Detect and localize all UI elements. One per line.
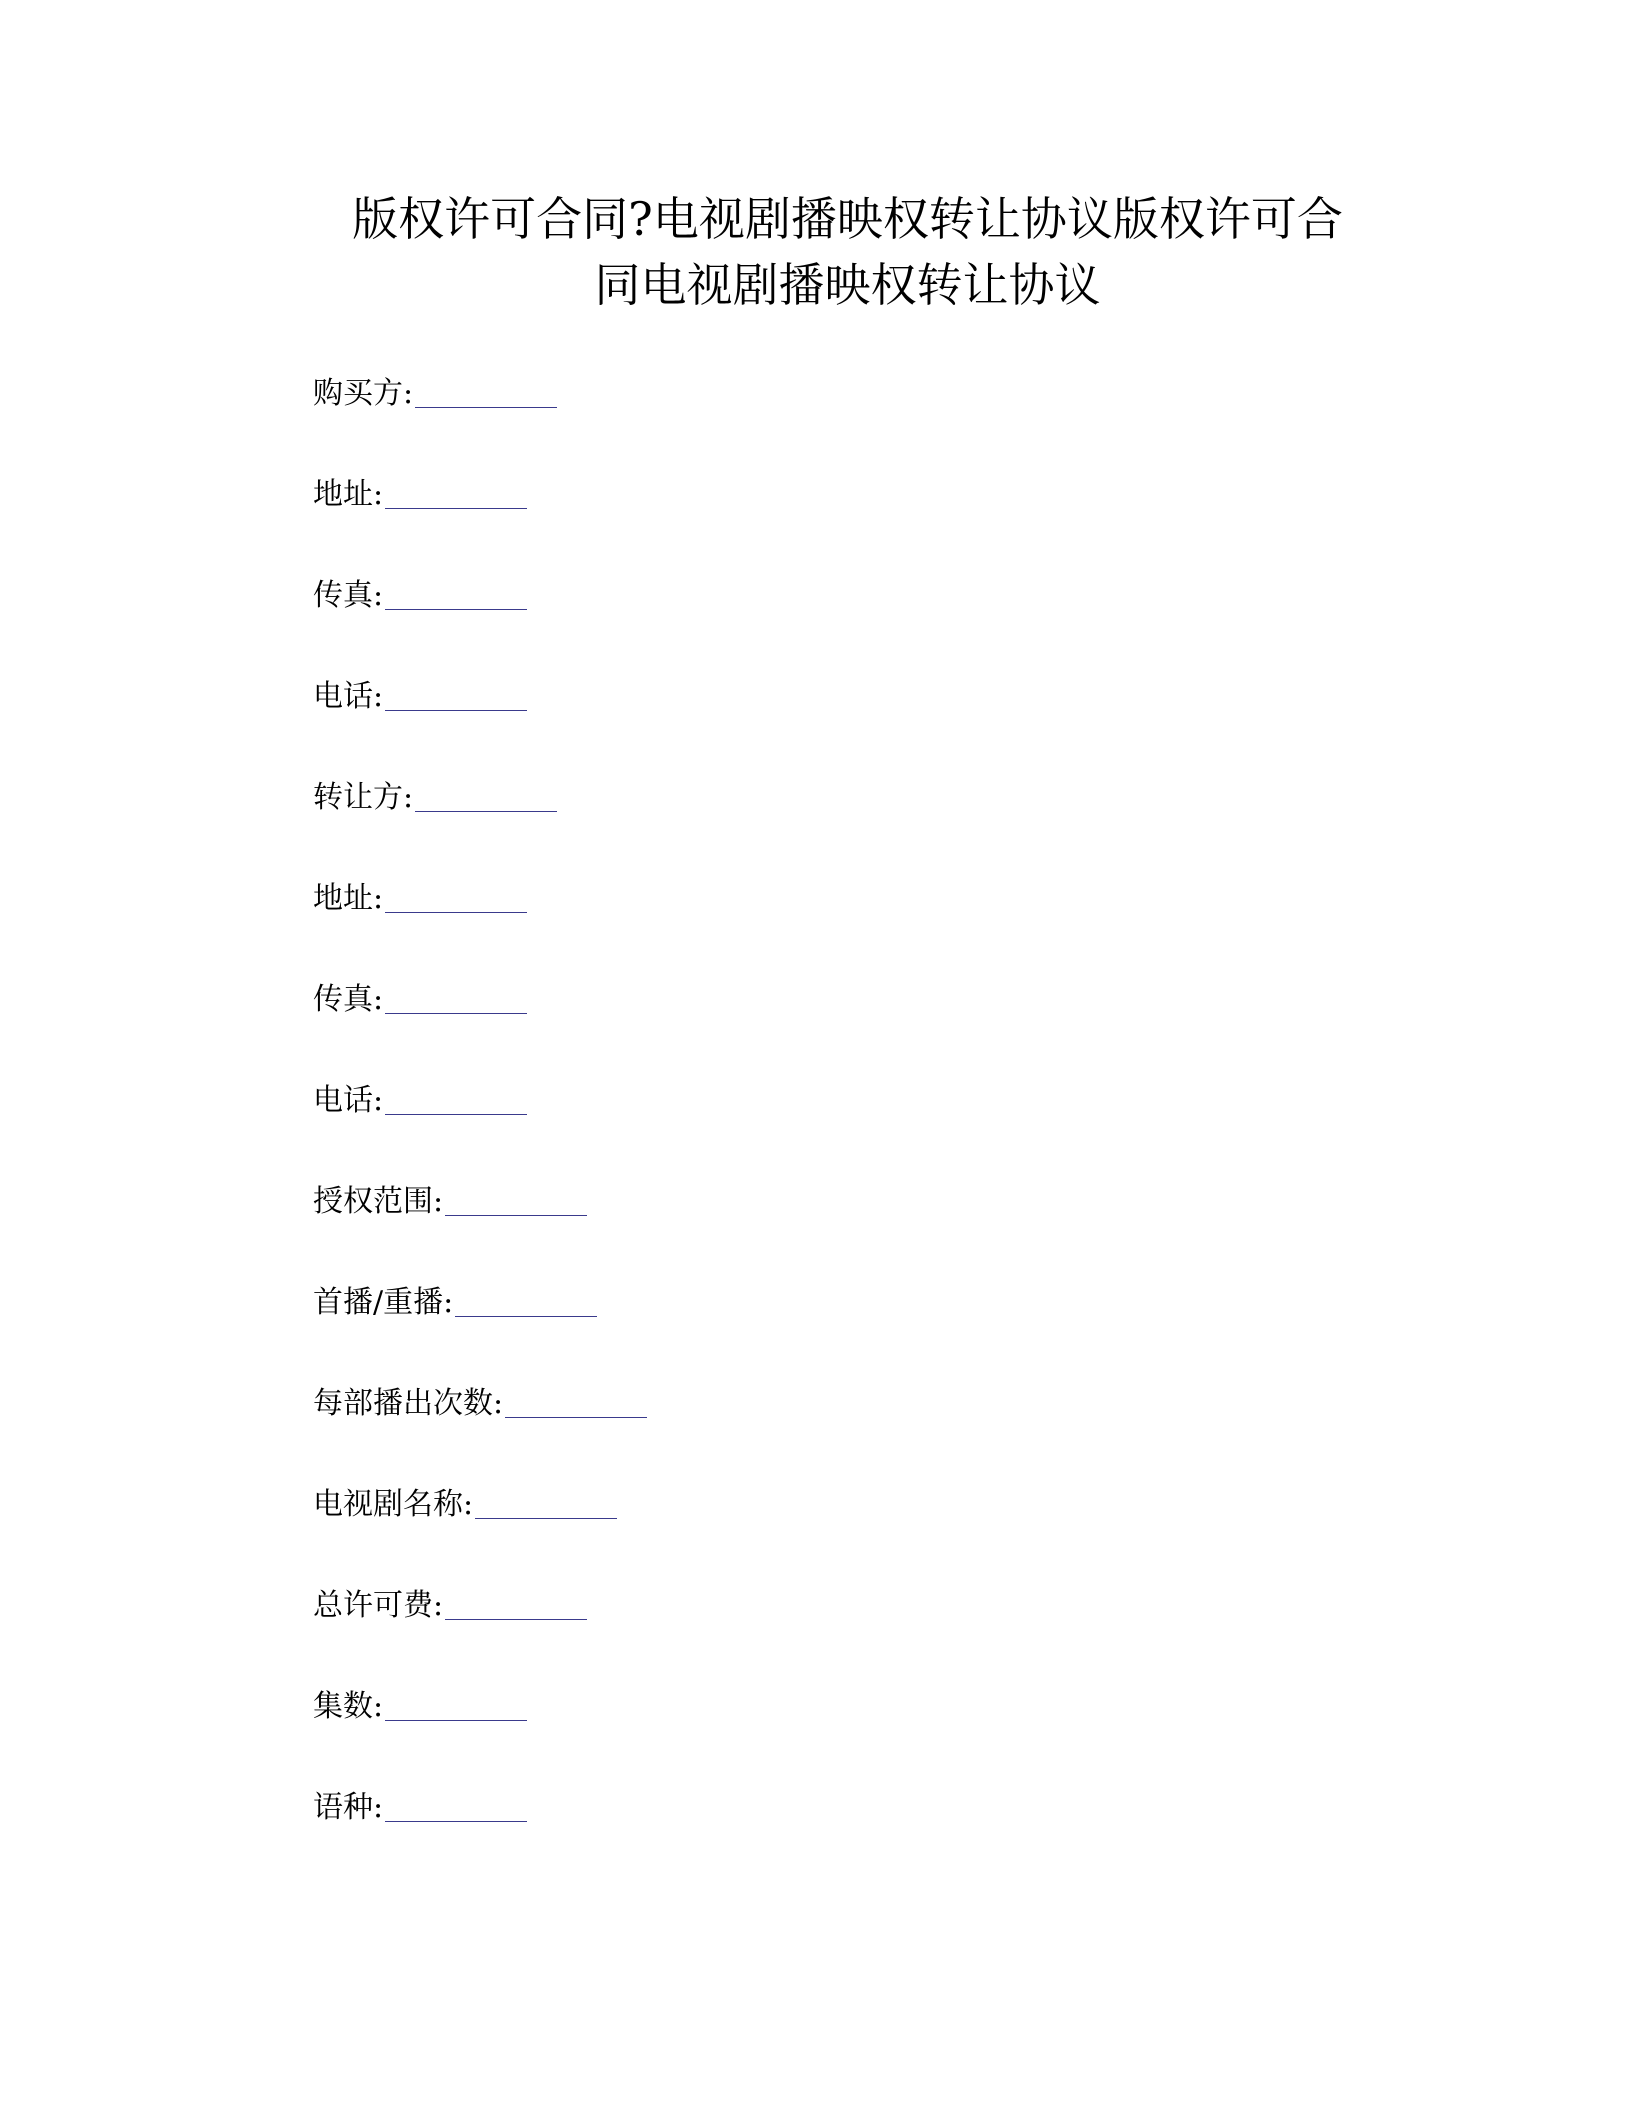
blank-line (445, 1179, 587, 1216)
blank-line (415, 775, 557, 812)
field-episodes (313, 1684, 1413, 1785)
blank-line (505, 1381, 647, 1418)
field-label: 集数: (313, 1689, 384, 1724)
blank-line (475, 1482, 617, 1519)
field-series-name (313, 1482, 1413, 1583)
field-label: 首播/重播: (313, 1285, 454, 1320)
field-language (313, 1785, 1413, 1886)
blank-line (385, 876, 527, 913)
form-fields (313, 371, 1413, 1886)
field-label: 购买方: (313, 376, 414, 411)
field-transferor-address (313, 876, 1413, 977)
blank-line (385, 1078, 527, 1115)
field-label: 电话: (313, 1083, 384, 1118)
field-label: 电视剧名称: (313, 1487, 474, 1522)
field-label: 总许可费: (313, 1588, 444, 1623)
blank-line (385, 472, 527, 509)
field-transferor (313, 775, 1413, 876)
field-label: 传真: (313, 578, 384, 613)
field-label: 地址: (313, 881, 384, 916)
field-buyer-phone (313, 674, 1413, 775)
field-transferor-phone (313, 1078, 1413, 1179)
field-label: 授权范围: (313, 1184, 444, 1219)
field-buyer-address (313, 472, 1413, 573)
blank-line (385, 1785, 527, 1822)
blank-line (385, 674, 527, 711)
blank-line (385, 573, 527, 610)
field-label: 电话: (313, 679, 384, 714)
field-transferor-fax (313, 977, 1413, 1078)
field-license-scope (313, 1179, 1413, 1280)
field-buyer-fax (313, 573, 1413, 674)
field-premiere-rerun (313, 1280, 1413, 1381)
field-label: 传真: (313, 982, 384, 1017)
field-broadcast-count (313, 1381, 1413, 1482)
blank-line (415, 371, 557, 408)
blank-line (385, 977, 527, 1014)
title-line-1: 版权许可合同?电视剧播映权转让协议版权许可合 (352, 192, 1343, 246)
field-total-fee (313, 1583, 1413, 1684)
field-label: 地址: (313, 477, 384, 512)
blank-line (455, 1280, 597, 1317)
field-buyer (313, 371, 1413, 472)
document-title (300, 186, 1395, 318)
blank-line (445, 1583, 587, 1620)
field-label: 转让方: (313, 780, 414, 815)
field-label: 语种: (313, 1790, 384, 1825)
blank-line (385, 1684, 527, 1721)
title-line-2: 同电视剧播映权转让协议 (594, 258, 1101, 312)
field-label: 每部播出次数: (313, 1386, 504, 1421)
